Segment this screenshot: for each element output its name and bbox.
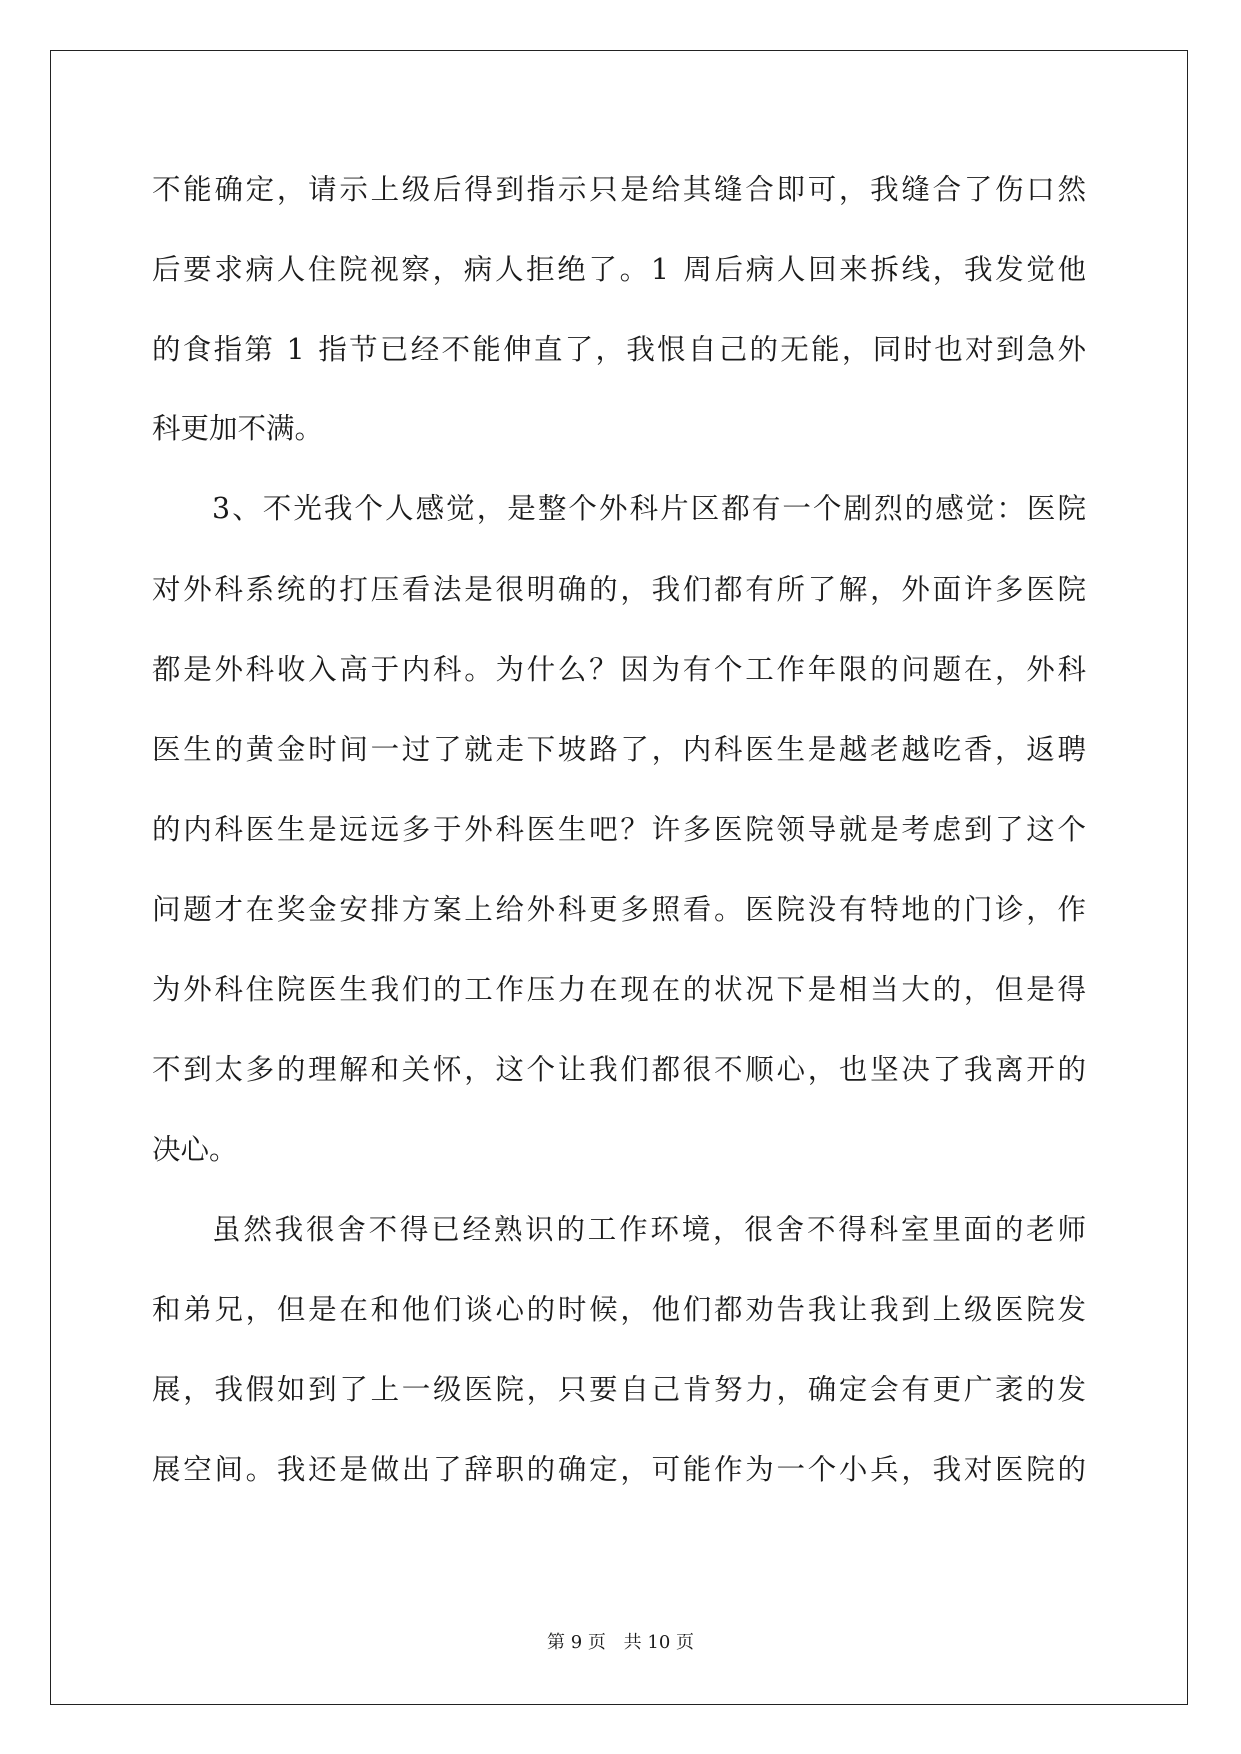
text-line-content: 展，我假如到了上一级医院，只要自己肯努力，确定会有更广袤的发 bbox=[152, 1373, 1089, 1406]
text-line-content: 不到太多的理解和关怀，这个让我们都很不顺心，也坚决了我离开的 bbox=[152, 1053, 1089, 1086]
paragraph-first-line: 3、不光我个人感觉，是整个外科片区都有一个剧烈的感觉：医院 bbox=[212, 492, 1089, 525]
text-line bbox=[0, 885, 1241, 935]
text-line bbox=[0, 645, 1241, 695]
text-line-content: 科更加不满。 bbox=[152, 412, 324, 445]
text-line bbox=[0, 1365, 1241, 1415]
text-line bbox=[0, 245, 1241, 295]
text-line-content: 和弟兄，但是在和他们谈心的时候，他们都劝告我让我到上级医院发 bbox=[152, 1293, 1089, 1326]
text-line bbox=[0, 1205, 1241, 1255]
page-footer bbox=[0, 1628, 1241, 1658]
text-line bbox=[0, 1445, 1241, 1495]
text-line bbox=[0, 805, 1241, 855]
text-line-content: 决心。 bbox=[152, 1133, 238, 1166]
text-line-content: 医生的黄金时间一过了就走下坡路了，内科医生是越老越吃香，返聘 bbox=[152, 733, 1089, 766]
text-line-content: 为外科住院医生我们的工作压力在现在的状况下是相当大的，但是得 bbox=[152, 973, 1089, 1006]
text-line bbox=[0, 404, 1241, 454]
text-line bbox=[0, 165, 1241, 215]
text-line bbox=[0, 484, 1241, 534]
text-line-content: 展空间。我还是做出了辞职的确定，可能作为一个小兵，我对医院的 bbox=[152, 1453, 1089, 1486]
text-line-content: 的食指第 1 指节已经不能伸直了，我恨自己的无能，同时也对到急外 bbox=[152, 333, 1089, 366]
text-line bbox=[0, 1045, 1241, 1095]
paragraph-first-line: 虽然我很舍不得已经熟识的工作环境，很舍不得科室里面的老师 bbox=[212, 1213, 1089, 1246]
text-line-content: 不能确定，请示上级后得到指示只是给其缝合即可，我缝合了伤口然 bbox=[152, 173, 1089, 206]
text-line-content: 问题才在奖金安排方案上给外科更多照看。医院没有特地的门诊，作 bbox=[152, 893, 1089, 926]
text-line-content: 对外科系统的打压看法是很明确的，我们都有所了解，外面许多医院 bbox=[152, 573, 1089, 606]
page-number-current: 第 9 页 bbox=[547, 1632, 606, 1653]
page-number-total: 共 10 页 bbox=[623, 1632, 694, 1653]
text-line bbox=[0, 1125, 1241, 1175]
text-line bbox=[0, 1285, 1241, 1335]
text-line bbox=[0, 565, 1241, 615]
text-line-content: 都是外科收入高于内科。为什么？因为有个工作年限的问题在，外科 bbox=[152, 653, 1089, 686]
text-line bbox=[0, 325, 1241, 375]
text-line-content: 后要求病人住院视察，病人拒绝了。1 周后病人回来拆线，我发觉他 bbox=[152, 253, 1089, 286]
text-line bbox=[0, 725, 1241, 775]
text-line bbox=[0, 965, 1241, 1015]
text-line-content: 的内科医生是远远多于外科医生吧？许多医院领导就是考虑到了这个 bbox=[152, 813, 1089, 846]
